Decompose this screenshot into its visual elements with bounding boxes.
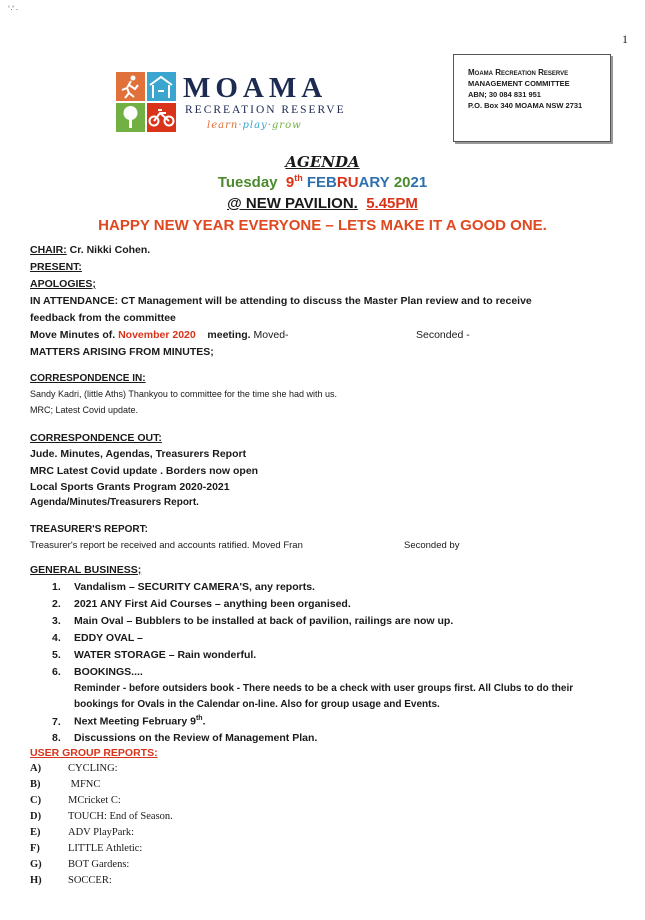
logo-tagline: learn·play·grow bbox=[207, 120, 302, 131]
address-box bbox=[453, 54, 611, 142]
user-group-heading: USER GROUP REPORTS: bbox=[30, 747, 158, 759]
scan-mark: ʻ·̓ · bbox=[8, 4, 19, 14]
meeting-time: 5.45PM bbox=[366, 195, 418, 212]
meeting-venue: @ NEW PAVILION. 5.45PM bbox=[227, 195, 418, 212]
agenda-title: AGENDA bbox=[285, 153, 360, 171]
business-item: 1. Vandalism – SECURITY CAMERA'S, any reports. bbox=[52, 581, 315, 593]
minutes-seconded: Seconded - bbox=[416, 329, 470, 341]
bookings-reminder-2: bookings for Ovals in the Calendar on-line. Also for group usage and Events. bbox=[74, 699, 440, 710]
bookings-reminder-1: Reminder - before outsiders book - There needs to be a check with user groups first. All Clubs to do their bbox=[74, 683, 574, 694]
business-item: 3. Main Oval – Bubblers to be installed at back of pavilion, railings are now up. bbox=[52, 615, 454, 627]
chair-line: CHAIR: Cr. Nikki Cohen. bbox=[30, 244, 151, 256]
user-group-item: G) BOT Gardens: bbox=[30, 859, 130, 870]
user-group-item: D) TOUCH: End of Season. bbox=[30, 811, 173, 822]
correspondence-out-item: Local Sports Grants Program 2020-2021 bbox=[30, 481, 230, 493]
user-group-item: H) SOCCER: bbox=[30, 875, 112, 886]
bicycle-icon bbox=[147, 103, 176, 132]
tree-icon bbox=[116, 103, 145, 132]
address-abn: ABN; 30 084 831 951 bbox=[468, 90, 541, 99]
business-item: 6. BOOKINGS.... bbox=[52, 666, 143, 678]
correspondence-in-item: MRC; Latest Covid update. bbox=[30, 405, 139, 415]
address-committee: MANAGEMENT COMMITTEE bbox=[468, 79, 570, 88]
correspondence-out-item: MRC Latest Covid update . Borders now open bbox=[30, 465, 259, 477]
meeting-date: Tuesday 9th FEBRUARY 2021 bbox=[217, 173, 428, 191]
correspondence-out-item: Jude. Minutes, Agendas, Treasurers Report bbox=[30, 448, 247, 460]
logo-icons bbox=[116, 72, 176, 132]
correspondence-in-heading: CORRESPONDENCE IN: bbox=[30, 373, 146, 384]
correspondence-out-heading: CORRESPONDENCE OUT: bbox=[30, 432, 162, 444]
address-postal: P.O. Box 340 MOAMA NSW 2731 bbox=[468, 101, 583, 110]
address-org: Moama Recreation Reserve bbox=[468, 68, 569, 77]
apologies-heading: APOLOGIES; bbox=[30, 278, 96, 290]
present-heading: PRESENT: bbox=[30, 261, 82, 273]
user-group-item: E) ADV PlayPark: bbox=[30, 827, 135, 838]
shelter-icon bbox=[147, 72, 176, 101]
correspondence-in-item: Sandy Kadri, (little Aths) Thankyou to committee for the time she had with us. bbox=[30, 389, 337, 399]
greeting: HAPPY NEW YEAR EVERYONE – LETS MAKE IT A GOOD ONE. bbox=[98, 217, 547, 234]
business-item: 2. 2021 ANY First Aid Courses – anything been organised. bbox=[52, 598, 351, 610]
runner-icon bbox=[116, 72, 145, 101]
user-group-item: F) LITTLE Athletic: bbox=[30, 843, 143, 854]
attendance-line-1: IN ATTENDANCE: CT Management will be attending to discuss the Master Plan review and to receive bbox=[30, 295, 532, 307]
minutes-line: Move Minutes of. November 2020 meeting. Moved- bbox=[30, 329, 289, 341]
business-item: 5. WATER STORAGE – Rain wonderful. bbox=[52, 649, 257, 661]
matters-arising: MATTERS ARISING FROM MINUTES; bbox=[30, 346, 214, 358]
treasurer-motion: Treasurer's report be received and accounts ratified. Moved Fran bbox=[30, 540, 303, 551]
logo-subtitle: RECREATION RESERVE bbox=[185, 104, 346, 116]
business-item: 4. EDDY OVAL – bbox=[52, 632, 143, 644]
business-item: 7. Next Meeting February 9th. bbox=[52, 715, 206, 728]
general-business-heading: GENERAL BUSINESS; bbox=[30, 564, 142, 576]
user-group-item: C) MCricket C: bbox=[30, 795, 121, 806]
user-group-item: A) CYCLING: bbox=[30, 763, 118, 774]
user-group-item: B) MFNC bbox=[30, 779, 101, 790]
page-number: 1 bbox=[622, 32, 628, 46]
treasurer-seconded: Seconded by bbox=[404, 540, 460, 551]
business-item: 8. Discussions on the Review of Management Plan. bbox=[52, 732, 318, 744]
attendance-line-2: feedback from the committee bbox=[30, 312, 176, 324]
treasurer-heading: TREASURER'S REPORT: bbox=[30, 524, 148, 535]
correspondence-out-item: Agenda/Minutes/Treasurers Report. bbox=[30, 497, 199, 508]
logo-title: MOAMA bbox=[183, 72, 328, 104]
